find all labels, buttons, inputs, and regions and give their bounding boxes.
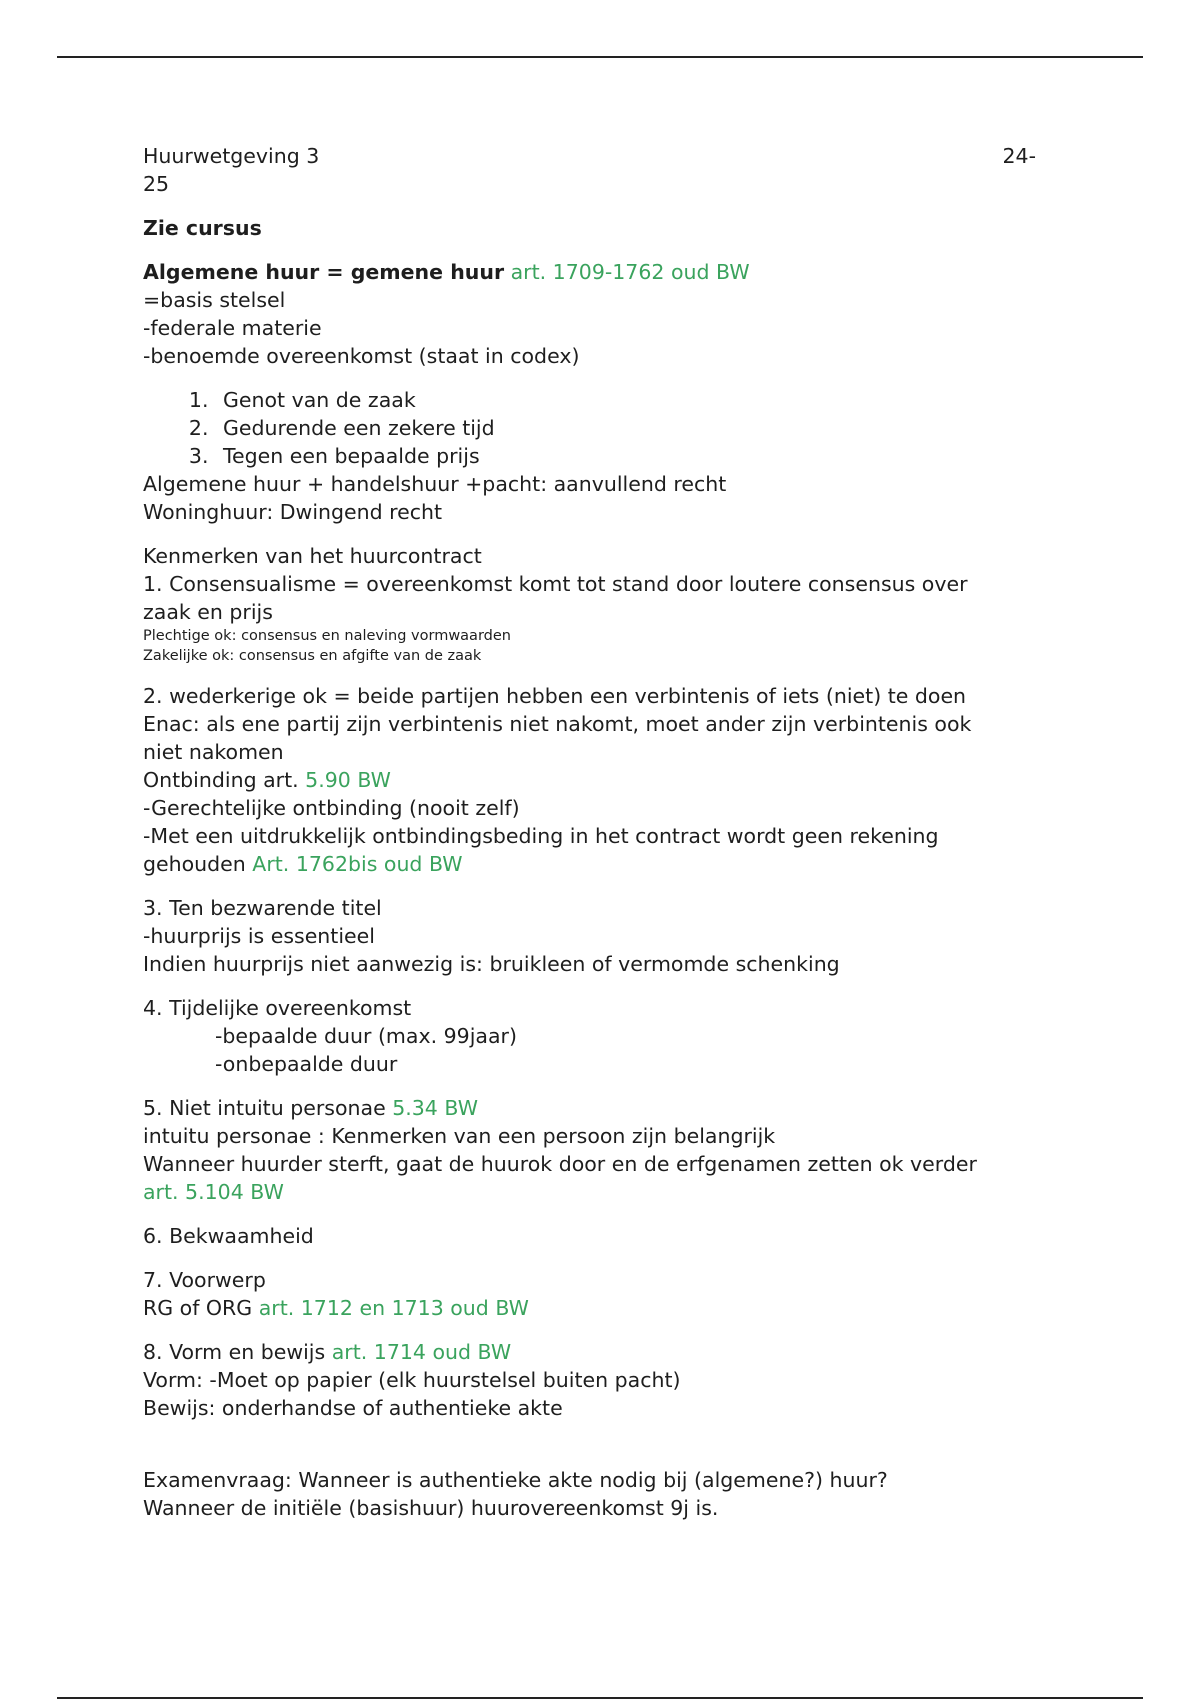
article-reference: art. 1709-1762 oud BW (510, 260, 750, 284)
kenmerk-line: zaak en prijs (143, 600, 273, 624)
exam-answer: Wanneer de initiële (basishuur) huurovereenkomst 9j is. (143, 1496, 719, 1520)
kenmerk-line: 2. wederkerige ok = beide partijen hebben een verbintenis of iets (niet) te doen (143, 684, 967, 708)
academic-year-part2: 25 (143, 172, 170, 196)
kenmerk-3-section (143, 894, 1048, 978)
kenmerk-line: -Gerechtelijke ontbinding (nooit zelf) (143, 796, 520, 820)
article-reference: art. 1712 en 1713 oud BW (258, 1296, 529, 1320)
kenmerk-4-section (143, 994, 1048, 1078)
kenmerk-line: -bepaalde duur (max. 99jaar) (215, 1024, 517, 1048)
article-reference: 5.90 BW (305, 768, 391, 792)
algemene-huur-heading: Algemene huur = gemene huur (143, 260, 505, 284)
exam-question: Examenvraag: Wanneer is authentieke akte nodig bij (algemene?) huur? (143, 1468, 888, 1492)
recht-line: Algemene huur + handelshuur +pacht: aanvullend recht (143, 472, 727, 496)
kenmerk-2-section (143, 682, 1048, 878)
kenmerk-line: Bewijs: onderhandse of authentieke akte (143, 1396, 563, 1420)
kenmerk-1-section (143, 542, 1048, 666)
kenmerk-line: -Met een uitdrukkelijk ontbindingsbeding in het contract wordt geen rekening (143, 824, 939, 848)
recht-line: Woninghuur: Dwingend recht (143, 500, 443, 524)
kenmerk-line: 4. Tijdelijke overeenkomst (143, 996, 412, 1020)
kenmerk-line: 1. Consensualisme = overeenkomst komt tot stand door loutere consensus over (143, 572, 968, 596)
small-note: Plechtige ok: consensus en naleving vormwaarden (143, 628, 511, 644)
kenmerk-line: Wanneer huurder sterft, gaat de huurok door en de erfgenamen zetten ok verder (143, 1152, 977, 1176)
exam-question-section (143, 1466, 1048, 1522)
kenmerk-line: -onbepaalde duur (215, 1052, 398, 1076)
criteria-list (143, 386, 1048, 470)
kenmerk-text: RG of ORG (143, 1296, 259, 1320)
kenmerk-7-section (143, 1266, 1048, 1322)
algemene-line: =basis stelsel (143, 288, 286, 312)
kenmerk-line: niet nakomen (143, 740, 284, 764)
kenmerk-text: gehouden (143, 852, 253, 876)
algemene-line: -benoemde overeenkomst (staat in codex) (143, 344, 580, 368)
top-rule (57, 56, 1143, 58)
kenmerk-line: 3. Ten bezwarende titel (143, 896, 382, 920)
zie-cursus-heading: Zie cursus (143, 216, 262, 240)
article-reference: 5.34 BW (392, 1096, 478, 1120)
kenmerk-line: -huurprijs is essentieel (143, 924, 375, 948)
criteria-item: 2. Gedurende een zekere tijd (215, 414, 1048, 442)
kenmerk-text: 5. Niet intuitu personae (143, 1096, 393, 1120)
document-page (143, 142, 1048, 1522)
recht-section (143, 470, 1048, 526)
document-title: Huurwetgeving 3 (143, 144, 320, 168)
criteria-item: 1. Genot van de zaak (215, 386, 1048, 414)
article-reference: art. 5.104 BW (143, 1180, 284, 1204)
kenmerk-5-section (143, 1094, 1048, 1206)
kenmerk-line: Indien huurprijs niet aanwezig is: bruikleen of vermomde schenking (143, 952, 840, 976)
kenmerk-6: 6. Bekwaamheid (143, 1224, 314, 1248)
kenmerk-line: Enac: als ene partij zijn verbintenis niet nakomt, moet ander zijn verbintenis ook (143, 712, 972, 736)
spacer (143, 1438, 1048, 1466)
bottom-rule (57, 1697, 1143, 1699)
page-header (143, 142, 1048, 198)
kenmerk-line: Vorm: -Moet op papier (elk huurstelsel buiten pacht) (143, 1368, 681, 1392)
small-note: Zakelijke ok: consensus en afgifte van de zaak (143, 648, 482, 664)
kenmerk-line: intuitu personae : Kenmerken van een persoon zijn belangrijk (143, 1124, 776, 1148)
algemene-huur-section (143, 258, 1048, 370)
criteria-item: 3. Tegen een bepaalde prijs (215, 442, 1048, 470)
article-reference: Art. 1762bis oud BW (252, 852, 463, 876)
kenmerk-line: 7. Voorwerp (143, 1268, 266, 1292)
kenmerk-text: Ontbinding art. (143, 768, 306, 792)
kenmerken-title: Kenmerken van het huurcontract (143, 544, 482, 568)
algemene-line: -federale materie (143, 316, 322, 340)
article-reference: art. 1714 oud BW (331, 1340, 512, 1364)
kenmerk-text: 8. Vorm en bewijs (143, 1340, 332, 1364)
kenmerk-8-section (143, 1338, 1048, 1422)
academic-year-part1: 24- (1002, 144, 1036, 168)
